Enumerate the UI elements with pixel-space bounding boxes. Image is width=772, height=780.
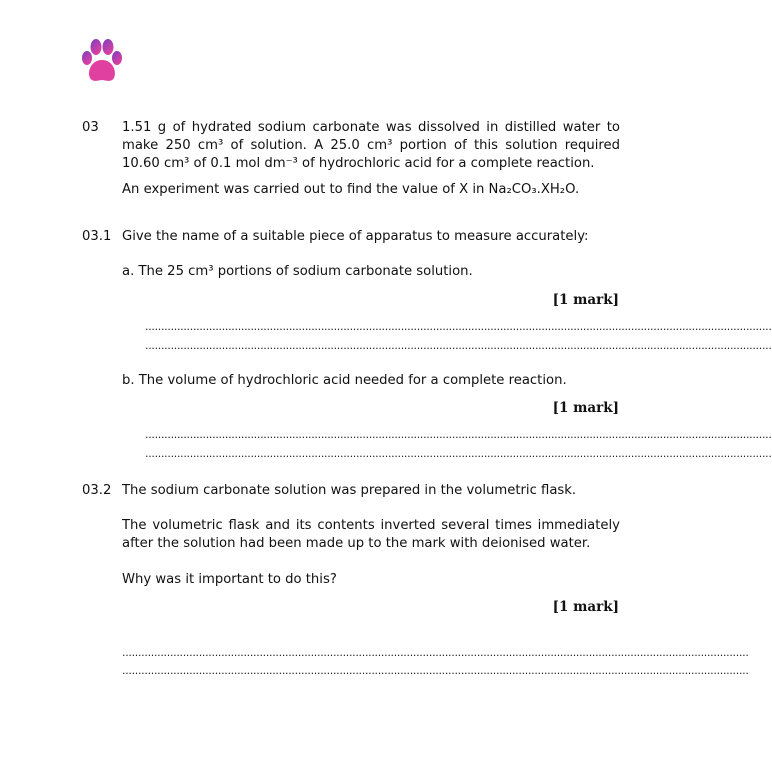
- question-number: 03: [82, 120, 99, 135]
- part-b-text: b. The volume of hydrochloric acid needed for a complete reaction.: [122, 373, 567, 388]
- answer-line[interactable]: ....................................................................................................................................................................................................: [145, 339, 772, 352]
- answer-line[interactable]: ....................................................................................................................................................................................................: [122, 646, 749, 659]
- mark-label: [1 mark]: [552, 400, 619, 416]
- question-detail: The volumetric flask and its contents inverted several times immediately after the solution had been made up to the mark with deionised water.: [122, 518, 620, 551]
- answer-line[interactable]: ....................................................................................................................................................................................................: [145, 320, 772, 333]
- experiment-text: An experiment was carried out to find the value of X in Na₂CO₃.XH₂O.: [122, 182, 580, 197]
- question-intro: 1.51 g of hydrated sodium carbonate was dissolved in distilled water to make 250 cm³ of solution. A 25.0 cm³ portion of this solution required 10.60 cm³ of 0.1 mol dm⁻³ of hydrochloric acid for a complete reaction.: [122, 120, 620, 171]
- part-a-text: a. The 25 cm³ portions of sodium carbonate solution.: [122, 264, 473, 279]
- answer-line[interactable]: ....................................................................................................................................................................................................: [145, 447, 772, 460]
- question-number: 03.2: [82, 483, 112, 498]
- question-number: 03.1: [82, 229, 112, 244]
- mark-label: [1 mark]: [552, 599, 619, 615]
- mark-label: [1 mark]: [552, 292, 619, 308]
- question-prompt: The sodium carbonate solution was prepared in the volumetric flask.: [122, 483, 577, 498]
- answer-line[interactable]: ....................................................................................................................................................................................................: [145, 428, 772, 441]
- question-prompt: Give the name of a suitable piece of apparatus to measure accurately:: [122, 229, 589, 244]
- paw-icon: [81, 38, 123, 84]
- answer-line[interactable]: ....................................................................................................................................................................................................: [122, 664, 749, 677]
- question-text: Why was it important to do this?: [122, 572, 337, 587]
